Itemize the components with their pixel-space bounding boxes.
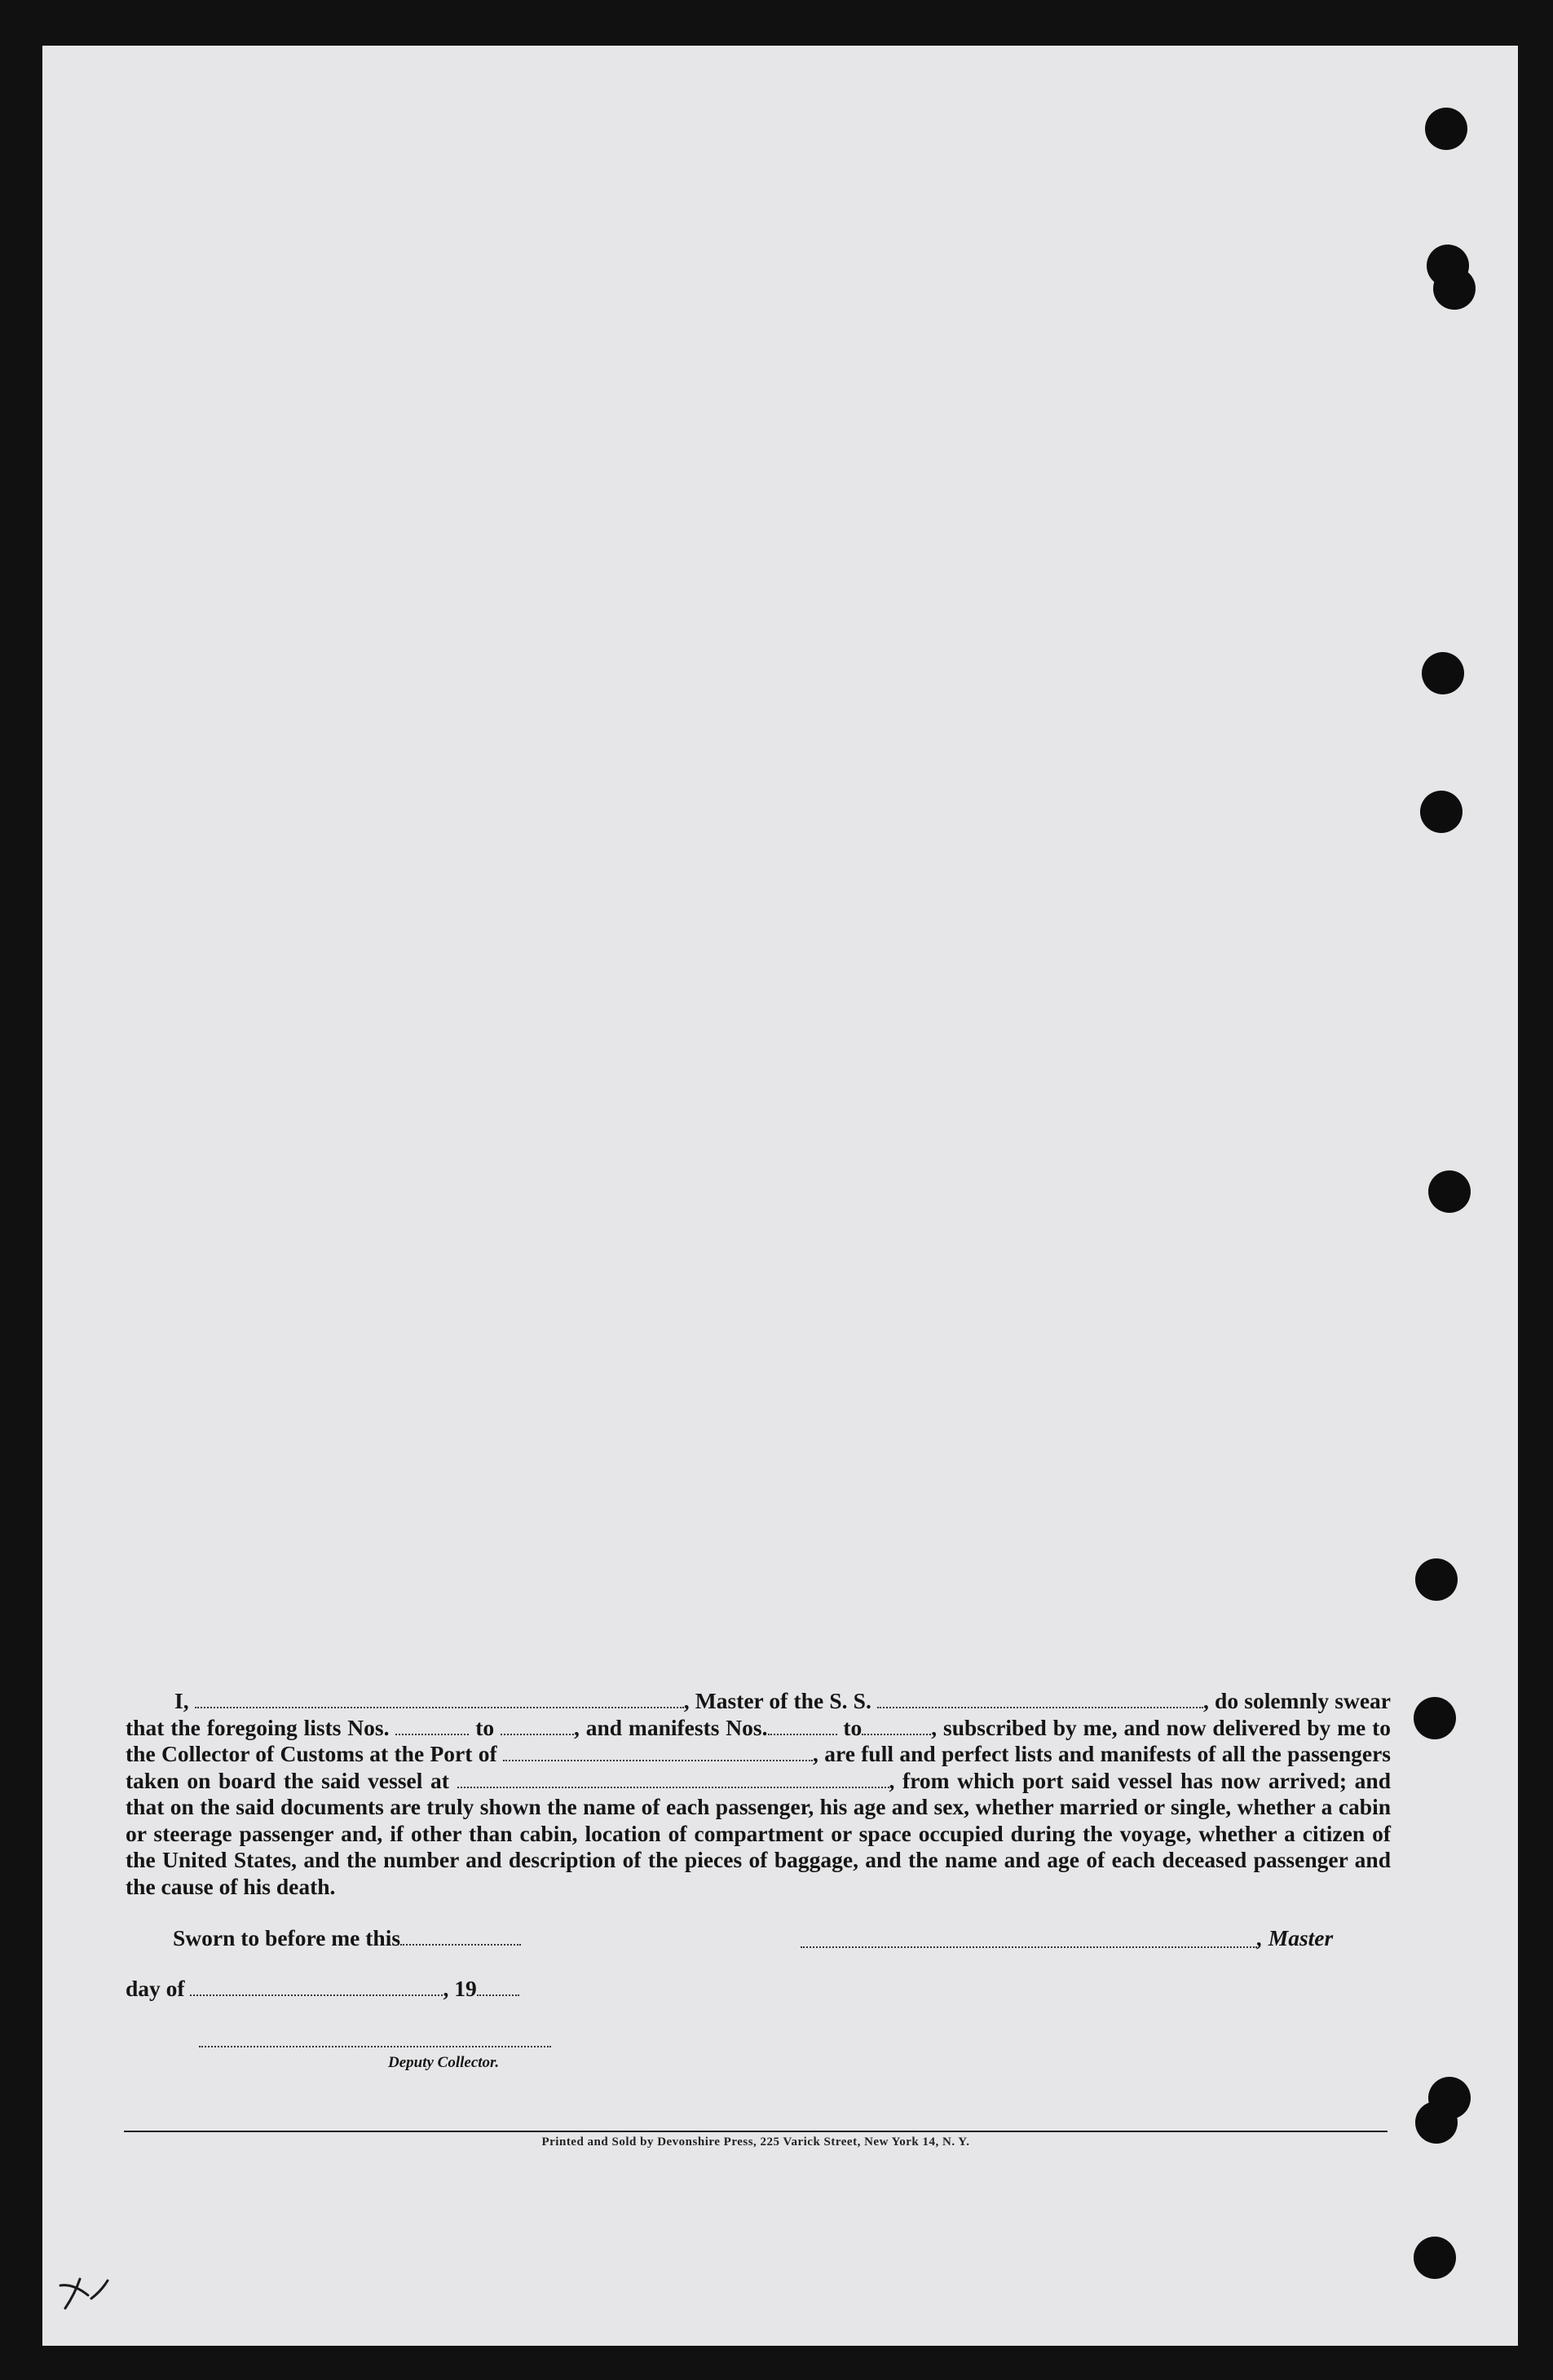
sworn-text: Sworn to before me this	[173, 1925, 401, 1950]
oath-text: , from which port said vessel has now arrived; and that on the said documents are truly shown the name of each passenger, his age and sex, whether married or single, whether a cabin or steerage passenger and, if other than cabin, location of compartment or space occupied during the voyage, whether a citizen of the United States, and the number and description of the pieces of baggage, and the name and age of each deceased passenger and the cause of his death.	[126, 1767, 1392, 1899]
punch-hole	[1420, 791, 1463, 833]
list-from-blank	[395, 1717, 469, 1735]
vessel-name-blank	[877, 1690, 1203, 1708]
punch-hole	[1422, 652, 1464, 694]
oath-text: to	[475, 1714, 495, 1740]
manifest-to-blank	[862, 1717, 931, 1735]
oath-text: , Master of the S. S.	[683, 1688, 871, 1713]
list-to-blank	[501, 1717, 574, 1735]
punch-hole	[1425, 108, 1467, 150]
oath-text: to	[843, 1714, 863, 1740]
deputy-collector-signature-line	[199, 2038, 551, 2047]
port-blank	[503, 1743, 813, 1761]
sworn-label	[173, 1925, 521, 1951]
punch-hole	[1415, 1558, 1458, 1601]
printer-imprint: Printed and Sold by Devonshire Press, 225 Varick Street, New York 14, N. Y.	[541, 2135, 970, 2149]
punch-hole	[1414, 1697, 1456, 1739]
master-name-blank	[195, 1690, 684, 1708]
oath-text: , are full and perfect lists and manifests of all the passengers taken on board the said vessel at	[126, 1741, 1391, 1793]
year-prefix: , 19	[443, 1976, 477, 2001]
embark-port-blank	[457, 1770, 889, 1788]
oath-text: , and manifests Nos.	[574, 1714, 768, 1740]
handwritten-mark	[55, 2274, 113, 2315]
footer-rule	[124, 2131, 1388, 2132]
oath-text: , do solemnly swear that the foregoing lists Nos.	[126, 1688, 1392, 1740]
punch-hole	[1414, 2237, 1456, 2279]
sworn-date-blank	[400, 1928, 521, 1946]
oath-text: , subscribed by me, and now delivered by me to the Collector of Customs at the Port of	[126, 1714, 1392, 1766]
day-of-blank	[190, 1978, 443, 1996]
oath-paragraph	[126, 1688, 1391, 1900]
day-of-row	[126, 1976, 519, 2002]
master-label: , Master	[1257, 1925, 1334, 1950]
master-signature-line	[801, 1933, 1257, 1948]
punch-hole	[1433, 267, 1476, 310]
punch-hole	[1415, 2101, 1458, 2144]
deputy-collector-label: Deputy Collector.	[388, 2054, 500, 2071]
day-of-text: day of	[126, 1976, 185, 2001]
year-blank	[477, 1978, 519, 1996]
oath-text: I,	[174, 1688, 189, 1713]
manifest-from-blank	[768, 1717, 837, 1735]
punch-hole	[1428, 1170, 1471, 1213]
